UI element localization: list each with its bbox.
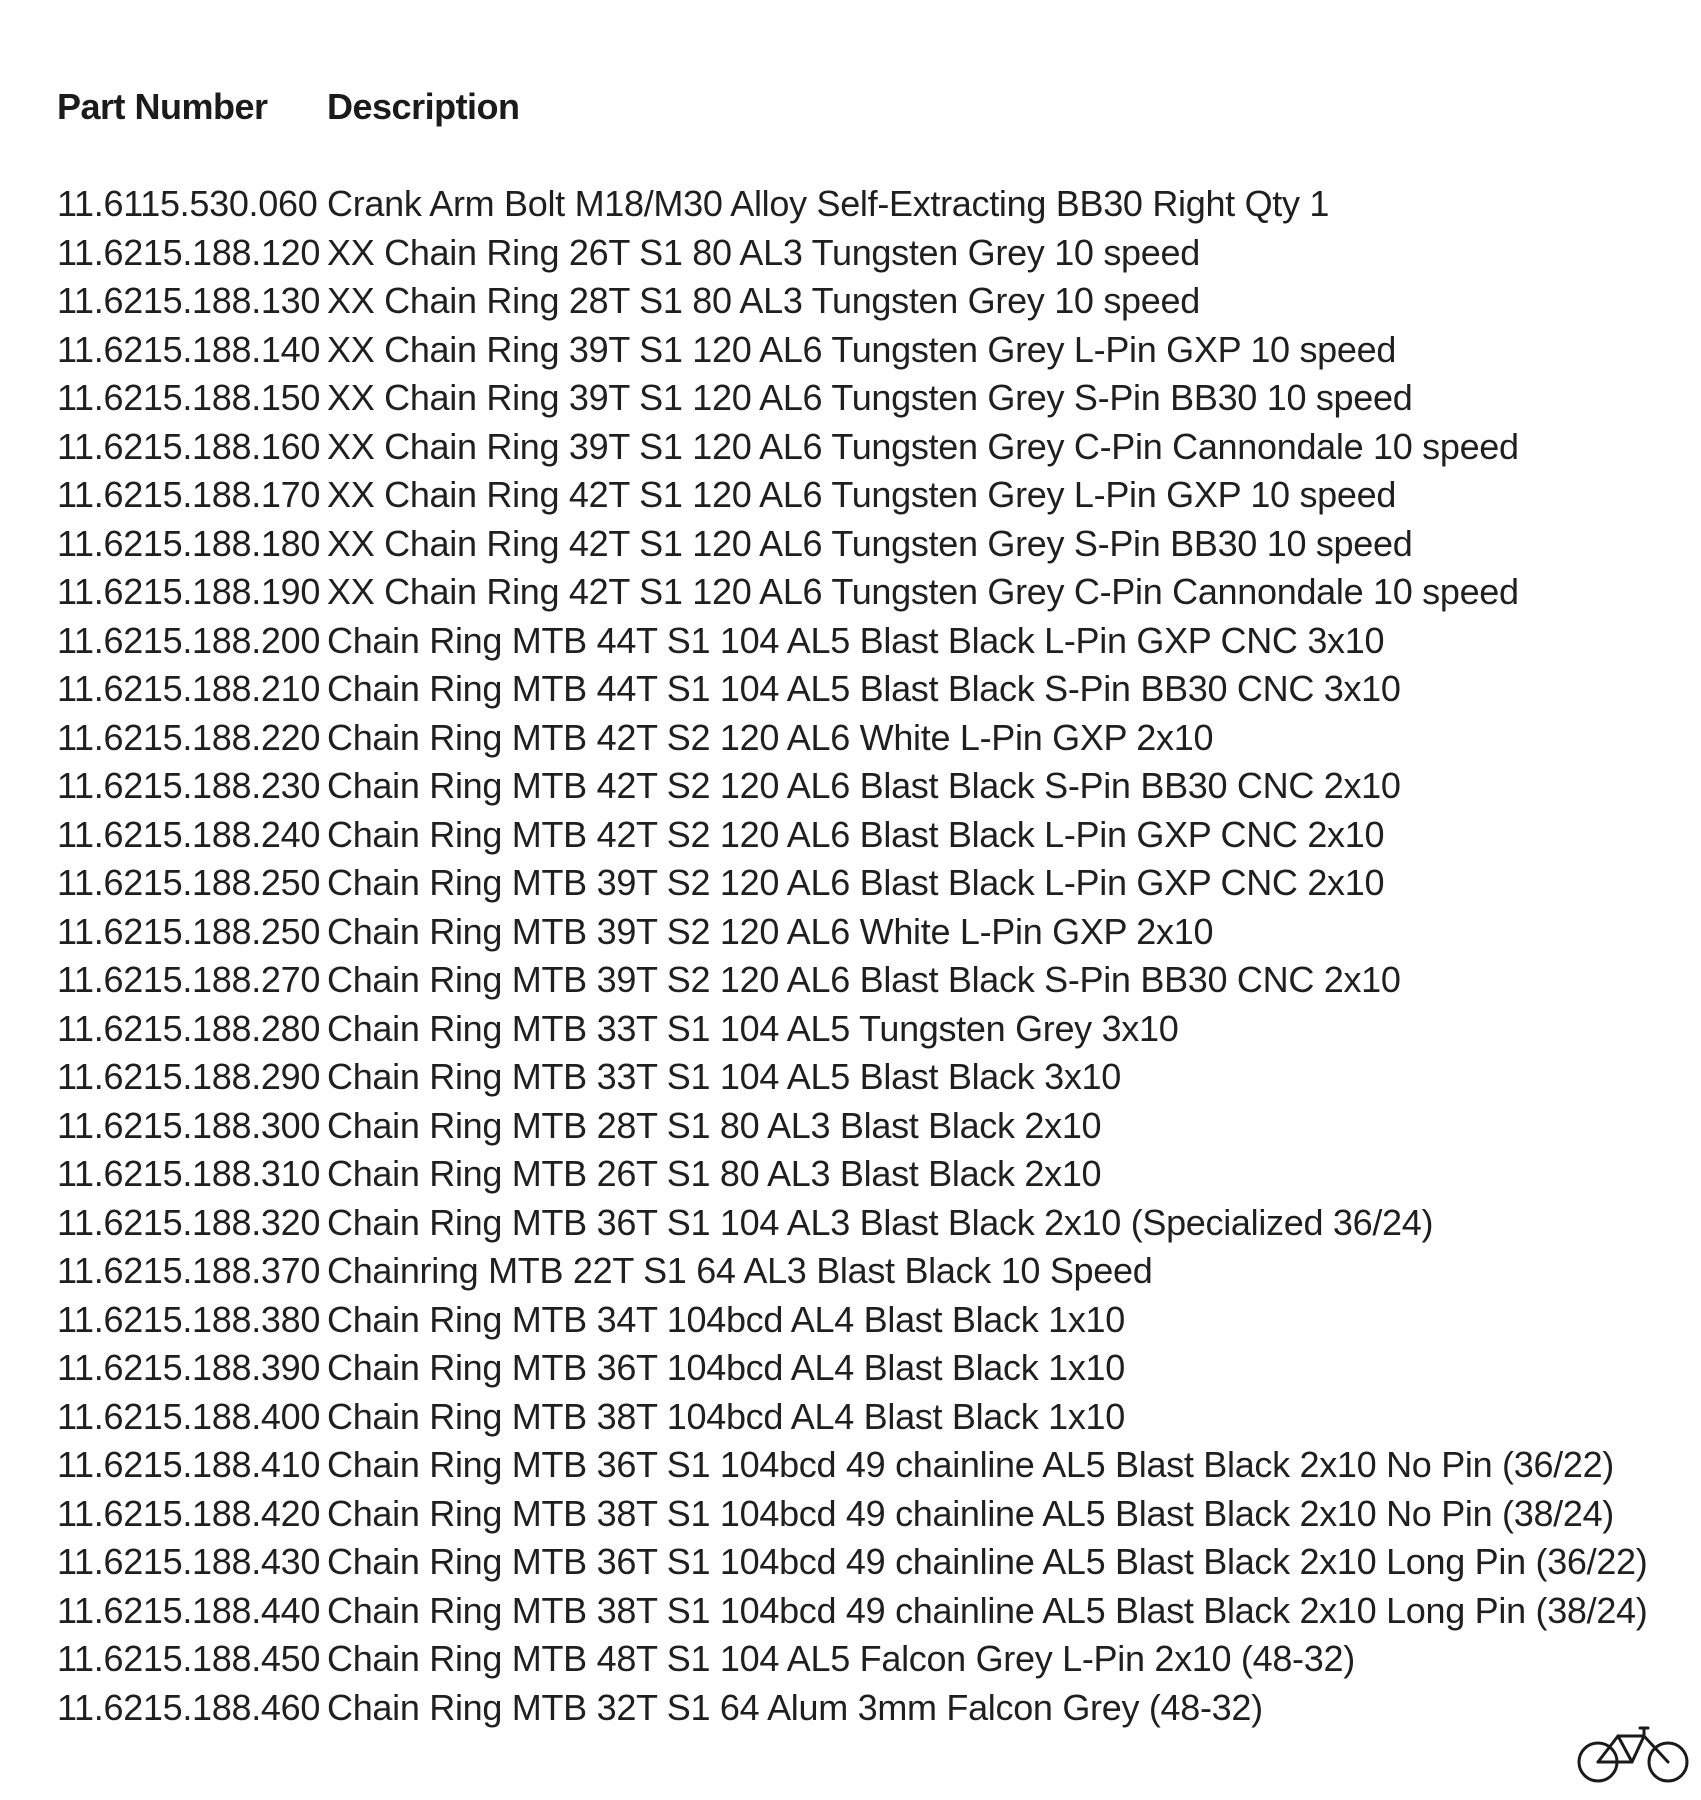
description-cell: XX Chain Ring 42T S1 120 AL6 Tungsten Grey C-Pin Cannondale 10 speed xyxy=(327,571,1519,613)
part-number-cell: 11.6215.188.430 xyxy=(57,1541,321,1583)
table-row xyxy=(57,762,1647,811)
description-cell: Chain Ring MTB 42T S2 120 AL6 Blast Black S-Pin BB30 CNC 2x10 xyxy=(327,765,1401,807)
table-row xyxy=(57,714,1647,763)
part-number-cell: 11.6215.188.210 xyxy=(57,668,321,710)
table-row xyxy=(57,1538,1647,1587)
table-row xyxy=(57,1635,1647,1684)
description-cell: Chain Ring MTB 26T S1 80 AL3 Blast Black 2x10 xyxy=(327,1153,1102,1195)
table-row xyxy=(57,520,1647,569)
part-number-cell: 11.6215.188.230 xyxy=(57,765,321,807)
description-cell: Chain Ring MTB 48T S1 104 AL5 Falcon Grey L-Pin 2x10 (48-32) xyxy=(327,1638,1355,1680)
table-row xyxy=(57,229,1647,278)
part-number-cell: 11.6215.188.420 xyxy=(57,1492,321,1534)
part-number-cell: 11.6215.188.370 xyxy=(57,1250,321,1292)
part-number-cell: 11.6215.188.460 xyxy=(57,1686,321,1728)
part-number-cell: 11.6215.188.120 xyxy=(57,231,321,273)
table-row xyxy=(57,1102,1647,1151)
description-cell: Chain Ring MTB 38T S1 104bcd 49 chainline AL5 Blast Black 2x10 No Pin (38/24) xyxy=(327,1492,1614,1534)
description-cell: XX Chain Ring 39T S1 120 AL6 Tungsten Grey S-Pin BB30 10 speed xyxy=(327,377,1413,419)
part-number-cell: 11.6215.188.150 xyxy=(57,377,321,419)
table-row xyxy=(57,326,1647,375)
description-cell: Chain Ring MTB 36T S1 104bcd 49 chainline AL5 Blast Black 2x10 Long Pin (36/22) xyxy=(327,1541,1648,1583)
table-row xyxy=(57,180,1647,229)
table-row xyxy=(57,1344,1647,1393)
description-cell: Chain Ring MTB 42T S2 120 AL6 White L-Pin GXP 2x10 xyxy=(327,716,1214,758)
description-cell: Chain Ring MTB 44T S1 104 AL5 Blast Black L-Pin GXP CNC 3x10 xyxy=(327,619,1385,661)
part-number-cell: 11.6215.188.250 xyxy=(57,910,321,952)
table-row xyxy=(57,1441,1647,1490)
part-number-cell: 11.6215.188.140 xyxy=(57,328,321,370)
table-row xyxy=(57,1296,1647,1345)
part-number-cell: 11.6215.188.220 xyxy=(57,716,321,758)
part-number-cell: 11.6215.188.290 xyxy=(57,1056,321,1098)
description-cell: XX Chain Ring 39T S1 120 AL6 Tungsten Grey C-Pin Cannondale 10 speed xyxy=(327,425,1519,467)
part-number-cell: 11.6215.188.300 xyxy=(57,1104,321,1146)
description-cell: XX Chain Ring 28T S1 80 AL3 Tungsten Grey 10 speed xyxy=(327,280,1200,322)
table-row xyxy=(57,908,1647,957)
part-number-cell: 11.6215.188.200 xyxy=(57,619,321,661)
table-row xyxy=(57,423,1647,472)
part-number-cell: 11.6215.188.270 xyxy=(57,959,321,1001)
description-cell: Chainring MTB 22T S1 64 AL3 Blast Black 10 Speed xyxy=(327,1250,1153,1292)
description-cell: Chain Ring MTB 44T S1 104 AL5 Blast Black S-Pin BB30 CNC 3x10 xyxy=(327,668,1401,710)
table-row xyxy=(57,1199,1647,1248)
header-part-number: Part Number xyxy=(57,86,268,127)
description-cell: Chain Ring MTB 32T S1 64 Alum 3mm Falcon Grey (48-32) xyxy=(327,1686,1263,1728)
description-cell: Chain Ring MTB 39T S2 120 AL6 White L-Pin GXP 2x10 xyxy=(327,910,1214,952)
description-cell: Crank Arm Bolt M18/M30 Alloy Self-Extracting BB30 Right Qty 1 xyxy=(327,183,1330,225)
description-cell: XX Chain Ring 42T S1 120 AL6 Tungsten Grey S-Pin BB30 10 speed xyxy=(327,522,1413,564)
part-number-cell: 11.6215.188.170 xyxy=(57,474,321,516)
table-row xyxy=(57,1005,1647,1054)
part-number-cell: 11.6215.188.160 xyxy=(57,425,321,467)
table-row xyxy=(57,277,1647,326)
description-cell: Chain Ring MTB 38T 104bcd AL4 Blast Black 1x10 xyxy=(327,1395,1125,1437)
table-row xyxy=(57,471,1647,520)
description-cell: Chain Ring MTB 36T S1 104 AL3 Blast Black 2x10 (Specialized 36/24) xyxy=(327,1201,1434,1243)
parts-table-body xyxy=(57,180,1647,1732)
description-cell: Chain Ring MTB 33T S1 104 AL5 Blast Black 3x10 xyxy=(327,1056,1121,1098)
part-number-cell: 11.6215.188.180 xyxy=(57,522,321,564)
part-number-cell: 11.6215.188.130 xyxy=(57,280,321,322)
part-number-cell: 11.6215.188.280 xyxy=(57,1007,321,1049)
table-row xyxy=(57,374,1647,423)
table-row xyxy=(57,811,1647,860)
part-number-cell: 11.6215.188.390 xyxy=(57,1347,321,1389)
description-cell: Chain Ring MTB 39T S2 120 AL6 Blast Black S-Pin BB30 CNC 2x10 xyxy=(327,959,1401,1001)
description-cell: Chain Ring MTB 33T S1 104 AL5 Tungsten Grey 3x10 xyxy=(327,1007,1179,1049)
table-row xyxy=(57,1393,1647,1442)
header-description: Description xyxy=(327,86,520,127)
bicycle-icon xyxy=(1574,1722,1692,1786)
table-row xyxy=(57,1684,1647,1733)
description-cell: Chain Ring MTB 34T 104bcd AL4 Blast Black 1x10 xyxy=(327,1298,1125,1340)
part-number-cell: 11.6215.188.450 xyxy=(57,1638,321,1680)
table-row xyxy=(57,1053,1647,1102)
part-number-cell: 11.6215.188.440 xyxy=(57,1589,321,1631)
part-number-cell: 11.6215.188.240 xyxy=(57,813,321,855)
description-cell: Chain Ring MTB 38T S1 104bcd 49 chainline AL5 Blast Black 2x10 Long Pin (38/24) xyxy=(327,1589,1648,1631)
description-cell: XX Chain Ring 39T S1 120 AL6 Tungsten Grey L-Pin GXP 10 speed xyxy=(327,328,1397,370)
table-row xyxy=(57,956,1647,1005)
part-number-cell: 11.6215.188.250 xyxy=(57,862,321,904)
table-row xyxy=(57,1587,1647,1636)
table-row xyxy=(57,1247,1647,1296)
description-cell: Chain Ring MTB 39T S2 120 AL6 Blast Black L-Pin GXP CNC 2x10 xyxy=(327,862,1385,904)
description-cell: Chain Ring MTB 36T 104bcd AL4 Blast Black 1x10 xyxy=(327,1347,1125,1389)
description-cell: XX Chain Ring 26T S1 80 AL3 Tungsten Grey 10 speed xyxy=(327,231,1200,273)
description-cell: Chain Ring MTB 42T S2 120 AL6 Blast Black L-Pin GXP CNC 2x10 xyxy=(327,813,1385,855)
table-row xyxy=(57,859,1647,908)
part-number-cell: 11.6215.188.410 xyxy=(57,1444,321,1486)
table-row xyxy=(57,1490,1647,1539)
table-header xyxy=(57,82,520,132)
part-number-cell: 11.6215.188.320 xyxy=(57,1201,321,1243)
part-number-cell: 11.6215.188.380 xyxy=(57,1298,321,1340)
part-number-cell: 11.6215.188.310 xyxy=(57,1153,321,1195)
part-number-cell: 11.6115.530.060 xyxy=(57,183,318,225)
description-cell: Chain Ring MTB 28T S1 80 AL3 Blast Black 2x10 xyxy=(327,1104,1102,1146)
table-row xyxy=(57,568,1647,617)
part-number-cell: 11.6215.188.400 xyxy=(57,1395,321,1437)
description-cell: XX Chain Ring 42T S1 120 AL6 Tungsten Grey L-Pin GXP 10 speed xyxy=(327,474,1397,516)
table-row xyxy=(57,617,1647,666)
part-number-cell: 11.6215.188.190 xyxy=(57,571,321,613)
table-row xyxy=(57,1150,1647,1199)
description-cell: Chain Ring MTB 36T S1 104bcd 49 chainline AL5 Blast Black 2x10 No Pin (36/22) xyxy=(327,1444,1614,1486)
table-row xyxy=(57,665,1647,714)
